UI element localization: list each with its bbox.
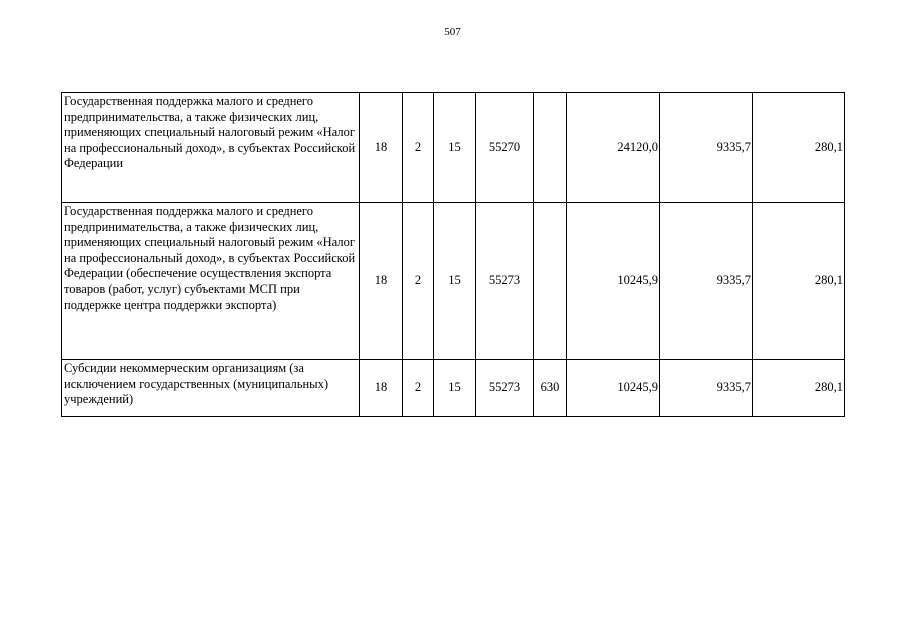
- amount-cell-2: 9335,7: [660, 93, 753, 203]
- subsection-code-cell: 15: [434, 93, 476, 203]
- amount-cell-1: 10245,9: [567, 360, 660, 417]
- expense-name-cell: Государственная поддержка малого и среднего предпринимательства, а также физических лиц, применяющих специальный налоговый режим «Налог на профессиональный доход», в субъектах Российской Федерации (обеспечение осуществления экспорта товаров (работ, услуг) субъектами МСП при поддержке центра поддержки экспорта): [62, 203, 360, 360]
- expense-type-cell: 630: [534, 360, 567, 417]
- target-article-cell: 55270: [476, 93, 534, 203]
- amount-cell-3: 280,1: [753, 203, 845, 360]
- expense-name-cell: Государственная поддержка малого и среднего предпринимательства, а также физических лиц, применяющих специальный налоговый режим «Налог на профессиональный доход», в субъектах Российской Федерации: [62, 93, 360, 203]
- page-number: 507: [444, 26, 461, 38]
- section-code-cell: 2: [403, 360, 434, 417]
- section-code-cell: 2: [403, 203, 434, 360]
- amount-cell-3: 280,1: [753, 360, 845, 417]
- amount-cell-2: 9335,7: [660, 360, 753, 417]
- subsection-code-cell: 15: [434, 360, 476, 417]
- amount-cell-3: 280,1: [753, 93, 845, 203]
- table-row: [62, 360, 845, 417]
- ministry-code-cell: 18: [360, 93, 403, 203]
- target-article-cell: 55273: [476, 203, 534, 360]
- table-row: [62, 203, 845, 360]
- budget-table: [61, 92, 845, 417]
- expense-type-cell: [534, 93, 567, 203]
- amount-cell-2: 9335,7: [660, 203, 753, 360]
- target-article-cell: 55273: [476, 360, 534, 417]
- expense-type-cell: [534, 203, 567, 360]
- section-code-cell: 2: [403, 93, 434, 203]
- table-row: [62, 93, 845, 203]
- ministry-code-cell: 18: [360, 203, 403, 360]
- expense-name-cell: Субсидии некоммерческим организациям (за исключением государственных (муниципальных) учреждений): [62, 360, 360, 417]
- amount-cell-1: 10245,9: [567, 203, 660, 360]
- subsection-code-cell: 15: [434, 203, 476, 360]
- amount-cell-1: 24120,0: [567, 93, 660, 203]
- ministry-code-cell: 18: [360, 360, 403, 417]
